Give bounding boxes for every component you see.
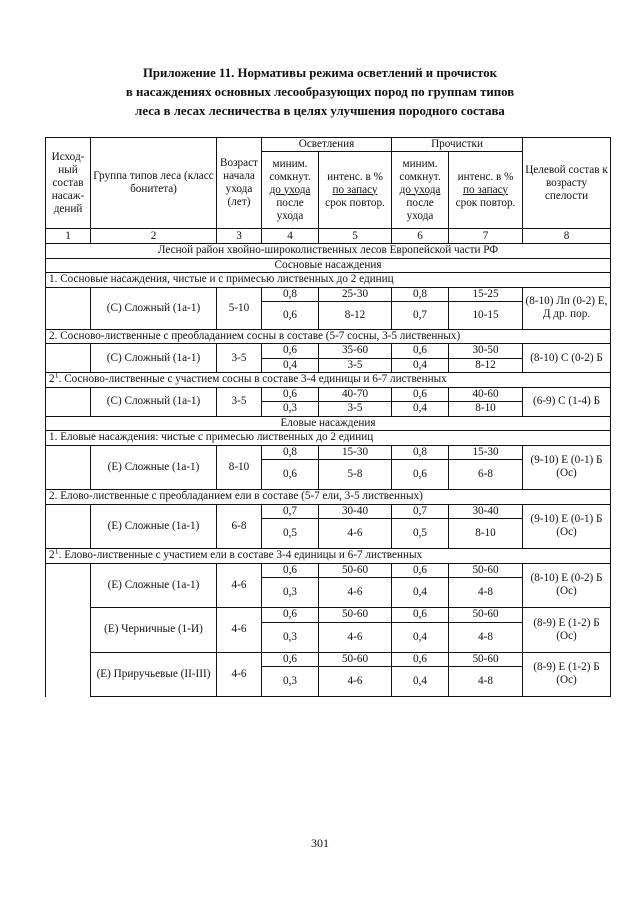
value: 4-6 [319,519,392,549]
value: 50-60 [449,563,523,578]
header-intens-osv: интенс. в % по запасу срок повтор. [319,152,392,229]
value: 0,6 [262,652,319,667]
forest-type: (С) Сложный (1а-1) [91,287,217,329]
header-col-3: Возраст начала ухода (лет) [217,138,262,229]
col-number: 2 [91,229,217,244]
forest-type: (Е) Приручьевые (II-III) [91,652,217,697]
value: 0,7 [262,504,319,519]
value: 15-25 [449,287,523,301]
value: 0,5 [262,519,319,549]
value: 50-60 [449,652,523,667]
value: 0,6 [262,460,319,490]
value: 35-60 [319,344,392,359]
target-composition: (9-10) Е (0-1) Б (Ос) [523,445,611,490]
value: 0,8 [262,445,319,460]
header-osvetleniya: Осветления [262,138,392,152]
col-number: 6 [392,229,449,244]
start-age: 3-5 [217,344,262,373]
group-heading: $2^1$. Сосново-лиственные с участием сосны в составе 3-4 единицы и 6-7 лиственных [46,373,611,388]
value: 0,6 [392,652,449,667]
group-heading: 2. Сосново-лиственные с преобладанием сосны в составе (5-7 сосны, 3-5 лиственных) [46,329,611,344]
value: 50-60 [319,563,392,578]
forest-type: (С) Сложный (1а-1) [91,344,217,373]
section-spruce: Еловые насаждения [46,416,611,431]
value: 15-30 [319,445,392,460]
value: 0,3 [262,667,319,697]
value: 50-60 [319,652,392,667]
value: 0,4 [392,358,449,373]
value: 0,3 [262,402,319,417]
forest-type: (Е) Сложные (1а-1) [91,563,217,608]
target-composition: (8-10) С (0-2) Б [523,344,611,373]
value: 8-10 [449,402,523,417]
header-col-1: Исход-ный состав насаж-дений [46,138,91,229]
table-row [46,608,611,623]
value: 30-50 [449,344,523,359]
value: 0,6 [392,563,449,578]
value: 4-6 [319,622,392,652]
region-row: Лесной район хвойно-широколиственных лесов Европейской части РФ [46,244,611,259]
value: 0,6 [392,387,449,402]
title-line-1: Приложение 11. Нормативы режима осветлений и прочисток [142,66,498,80]
start-age: 3-5 [217,387,262,416]
title-line-3: леса в лесах лесничества в целях улучшения породного состава [135,104,505,118]
value: 0,8 [392,287,449,301]
value: 25-30 [319,287,392,301]
value: 0,7 [392,301,449,329]
table-row [46,287,611,301]
value: 6-8 [449,460,523,490]
value: 8-10 [449,519,523,549]
start-age: 4-6 [217,608,262,653]
col-number: 5 [319,229,392,244]
value: 10-15 [449,301,523,329]
start-age: 4-6 [217,563,262,608]
value: 8-12 [449,358,523,373]
value: 0,5 [392,519,449,549]
value: 0,6 [392,608,449,623]
value: 0,6 [262,387,319,402]
value: 4-8 [449,578,523,608]
col-number: 8 [523,229,611,244]
group-heading: 1. Сосновые насаждения, чистые и с примесью лиственных до 2 единиц [46,273,611,288]
value: 0,6 [262,301,319,329]
value: 0,7 [392,504,449,519]
target-composition: (6-9) С (1-4) Б [523,387,611,416]
value: 0,3 [262,622,319,652]
start-age: 8-10 [217,445,262,490]
start-age: 5-10 [217,287,262,329]
value: 4-8 [449,622,523,652]
forest-type: (Е) Сложные (1а-1) [91,504,217,549]
norms-table [45,137,611,697]
value: 3-5 [319,402,392,417]
table-row [46,504,611,519]
header-col-8: Целевой состав к возрасту спелости [523,138,611,229]
target-composition: (8-10) Е (0-2) Б (Ос) [523,563,611,608]
value: 4-8 [449,667,523,697]
target-composition: (8-10) Лп (0-2) Е, Д др. пор. [523,287,611,329]
value: 0,3 [262,578,319,608]
value: 0,6 [262,344,319,359]
target-composition: (9-10) Е (0-1) Б (Ос) [523,504,611,549]
value: 30-40 [449,504,523,519]
header-minim-proch: миним. сомкнут. до ухода после ухода [392,152,449,229]
col-number: 7 [449,229,523,244]
value: 0,4 [262,358,319,373]
header-prochistki: Прочистки [392,138,523,152]
value: 50-60 [449,608,523,623]
header-col-2: Группа типов леса (класс бонитета) [91,138,217,229]
table-row [46,445,611,460]
value: 3-5 [319,358,392,373]
target-composition: (8-9) Е (1-2) Б (Ос) [523,608,611,653]
forest-type: (Е) Черничные (1-И) [91,608,217,653]
group-heading: 2. Елово-лиственные с преобладанием ели в составе (5-7 ели, 3-5 лиственных) [46,490,611,505]
value: 5-8 [319,460,392,490]
header-minim-osv: миним. сомкнут. до ухода после ухода [262,152,319,229]
value: 0,4 [392,402,449,417]
value: 50-60 [319,608,392,623]
value: 30-40 [319,504,392,519]
group-heading: $2^1$. Елово-лиственные с участием ели в составе 3-4 единицы и 6-7 лиственных [46,549,611,564]
table-row [46,344,611,359]
document-title [40,64,600,121]
target-composition: (8-9) Е (1-2) Б (Ос) [523,652,611,697]
value: 0,4 [392,667,449,697]
page-number: 301 [311,836,329,850]
forest-type: (Е) Сложные (1а-1) [91,445,217,490]
table-row [46,652,611,667]
value: 0,8 [262,287,319,301]
col-number: 4 [262,229,319,244]
col-number: 3 [217,229,262,244]
col-number: 1 [46,229,91,244]
value: 40-60 [449,387,523,402]
value: 0,6 [262,563,319,578]
value: 8-12 [319,301,392,329]
value: 0,4 [392,622,449,652]
value: 15-30 [449,445,523,460]
start-age: 4-6 [217,652,262,697]
forest-type: (С) Сложный (1а-1) [91,387,217,416]
value: 40-70 [319,387,392,402]
section-pine: Сосновые насаждения [46,258,611,273]
table-row [46,387,611,402]
value: 4-6 [319,667,392,697]
value: 0,6 [392,344,449,359]
value: 0,4 [392,578,449,608]
table-row [46,563,611,578]
title-line-2: в насаждениях основных лесообразующих пород по группам типов [125,85,515,99]
value: 0,6 [262,608,319,623]
column-numbers-row [46,229,611,244]
header-intens-proch: интенс. в % по запасу срок повтор. [449,152,523,229]
value: 0,6 [392,460,449,490]
value: 4-6 [319,578,392,608]
value: 0,8 [392,445,449,460]
start-age: 6-8 [217,504,262,549]
group-heading: 1. Еловые насаждения: чистые с примесью лиственных до 2 единиц [46,431,611,446]
